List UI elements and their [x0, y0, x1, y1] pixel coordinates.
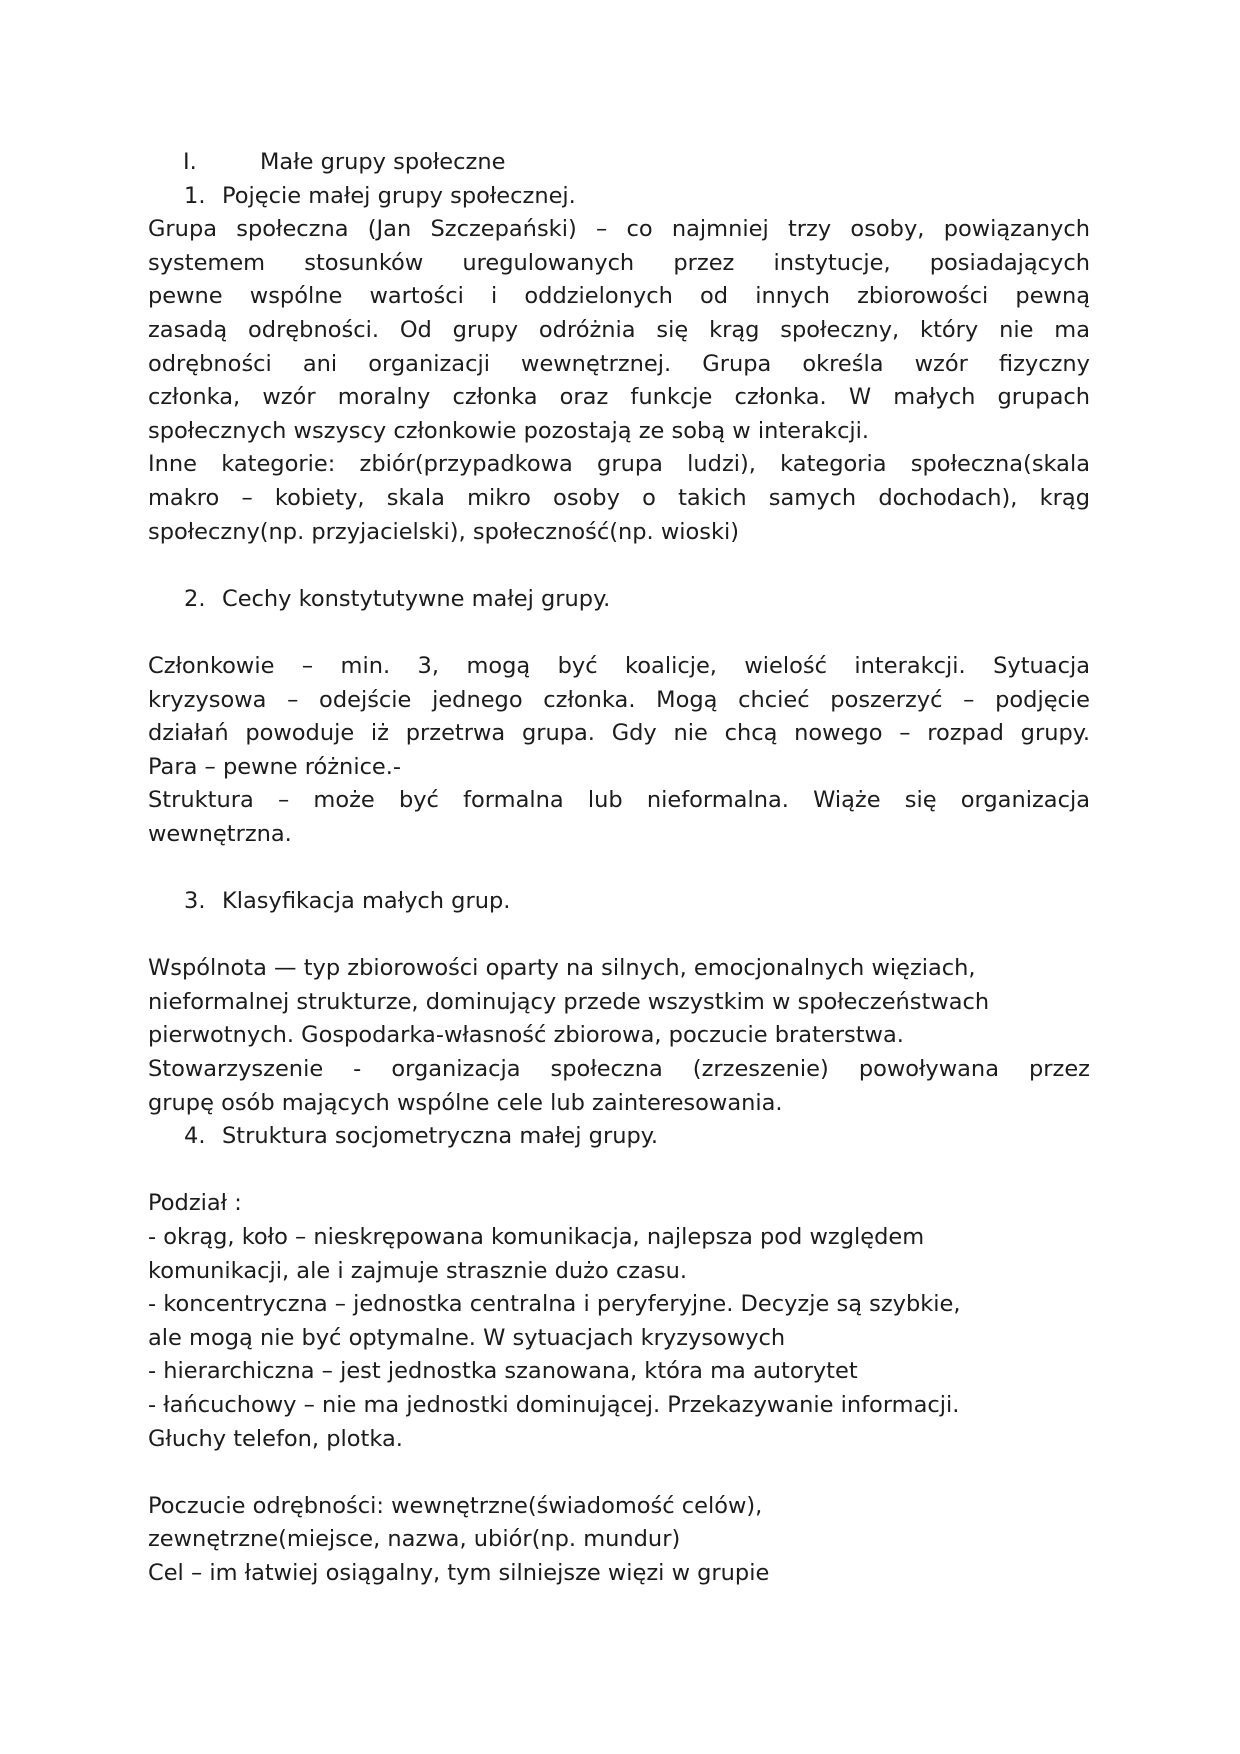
blank-line — [148, 1154, 1090, 1188]
paragraph-line: kryzysowa – odejście jednego członka. Mogą chcieć poszerzyć – podjęcie — [148, 686, 1090, 713]
paragraph-line: społeczny(np. przyjacielski), społeczność(np. wioski) — [148, 518, 740, 545]
paragraph-line: Członkowie – min. 3, mogą być koalicje, wielość interakcji. Sytuacja — [148, 652, 1090, 679]
paragraph-line: Poczucie odrębności: wewnętrzne(świadomość celów), — [148, 1492, 763, 1519]
paragraph-line: grupę osób mających wspólne cele lub zainteresowania. — [148, 1089, 783, 1116]
list-item: - łańcuchowy – nie ma jednostki dominującej. Przekazywanie informacji. — [148, 1391, 960, 1418]
list-item: - koncentryczna – jednostka centralna i peryferyjne. Decyzje są szybkie, — [148, 1291, 961, 1318]
section-number: 2. — [184, 585, 206, 612]
paragraph-line: Struktura – może być formalna lub nieformalna. Wiąże się organizacja — [148, 787, 1090, 814]
blank-line — [148, 919, 1090, 953]
paragraph-line: odrębności ani organizacji wewnętrznej. Grupa określa wzór fizyczny — [148, 350, 1090, 377]
paragraph-line: ale mogą nie być optymalne. W sytuacjach kryzysowych — [148, 1324, 786, 1351]
section-title: Klasyfikacja małych grup. — [222, 888, 511, 915]
section-heading-3 — [148, 885, 1090, 919]
blank-line — [148, 616, 1090, 650]
section-title: Cechy konstytutywne małej grupy. — [222, 585, 611, 612]
section-heading-1 — [148, 180, 1090, 214]
paragraph-line: członka, wzór moralny członka oraz funkcje członka. W małych grupach — [148, 384, 1090, 411]
paragraph-line: Grupa społeczna (Jan Szczepański) – co najmniej trzy osoby, powiązanych — [148, 216, 1090, 243]
blank-line — [148, 851, 1090, 885]
paragraph-line: komunikacji, ale i zajmuje strasznie dużo czasu. — [148, 1257, 687, 1284]
paragraph-line: Para – pewne różnice.- — [148, 753, 402, 780]
paragraph-line: wewnętrzna. — [148, 820, 292, 847]
blank-line — [148, 549, 1090, 583]
paragraph-line: zasadą odrębności. Od grupy odróżnia się krąg społeczny, który nie ma — [148, 316, 1090, 343]
paragraph-line: zewnętrzne(miejsce, nazwa, ubiór(np. mundur) — [148, 1526, 681, 1553]
chapter-title: Małe grupy społeczne — [260, 149, 506, 175]
paragraph-line: społecznych wszyscy członkowie pozostają ze sobą w interakcji. — [148, 417, 870, 444]
paragraph-line: systemem stosunków uregulowanych przez instytucje, posiadających — [148, 249, 1090, 276]
paragraph-line: Głuchy telefon, plotka. — [148, 1425, 403, 1452]
section-heading-2 — [148, 583, 1090, 617]
paragraph-line: Wspólnota — typ zbiorowości oparty na silnych, emocjonalnych więziach, — [148, 955, 976, 982]
section-title: Struktura socjometryczna małej grupy. — [222, 1123, 659, 1150]
paragraph-line: nieformalnej strukturze, dominujący przede wszystkim w społeczeństwach — [148, 988, 990, 1015]
section-number: 1. — [184, 182, 206, 209]
chapter-number: I. — [183, 149, 197, 175]
document-body — [148, 146, 1090, 1591]
paragraph-line: pewne wspólne wartości i oddzielonych od innych zbiorowości pewną — [148, 283, 1090, 310]
paragraph-line: Inne kategorie: zbiór(przypadkowa grupa ludzi), kategoria społeczna(skala — [148, 451, 1090, 478]
paragraph-line: makro – kobiety, skala mikro osoby o takich samych dochodach), krąg — [148, 484, 1090, 511]
section-title: Pojęcie małej grupy społecznej. — [222, 182, 576, 209]
section-number: 4. — [184, 1123, 206, 1150]
paragraph-line: Stowarzyszenie - organizacja społeczna (zrzeszenie) powoływana przez — [148, 1056, 1090, 1083]
paragraph-line: Cel – im łatwiej osiągalny, tym silniejsze więzi w grupie — [148, 1559, 770, 1586]
blank-line — [148, 1456, 1090, 1490]
section-heading-4 — [148, 1120, 1090, 1154]
list-item: - okrąg, koło – nieskrępowana komunikacja, najlepsza pod względem — [148, 1224, 925, 1250]
section-number: 3. — [184, 888, 206, 915]
chapter-heading — [148, 146, 1090, 180]
list-item: - hierarchiczna – jest jednostka szanowana, która ma autorytet — [148, 1358, 858, 1385]
paragraph-line: działań powoduje iż przetrwa grupa. Gdy nie chcą nowego – rozpad grupy. — [148, 720, 1090, 747]
paragraph-line: Podział : — [148, 1190, 242, 1217]
paragraph-line: pierwotnych. Gospodarka-własność zbiorowa, poczucie braterstwa. — [148, 1022, 904, 1049]
